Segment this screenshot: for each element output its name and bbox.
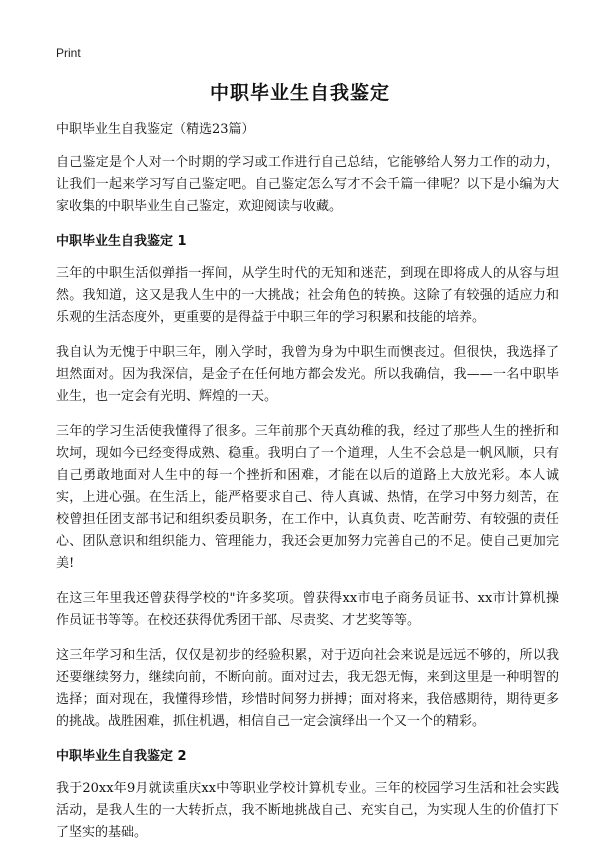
document-body <box>56 119 559 857</box>
intro-paragraph: 自己鉴定是个人对一个时期的学习或工作进行自己总结，它能够给人努力工作的动力，让我们一起来学习写自己鉴定吧。自己鉴定怎么写才不会千篇一律呢？以下是小编为大家收集的中职毕业生自己鉴定，欢迎阅读与收藏。 <box>56 155 559 214</box>
section-heading-1: 中职毕业生自我鉴定 1 <box>56 234 187 249</box>
section-1-paragraph-1: 三年的中职生活似弹指一挥间，从学生时代的无知和迷茫，到现在即将成人的从容与坦然。我知道，这又是我人生中的一大挑战；社会角色的转换。这除了有较强的适应力和乐观的生活态度外，更重要的是得益于中职三年的学习积累和技能的培养。 <box>56 266 559 325</box>
section-1-paragraph-3: 三年的学习生活使我懂得了很多。三年前那个天真幼稚的我，经过了那些人生的挫折和坎坷，现如今已经变得成熟、稳重。我明白了一个道理，人生不会总是一帆风顺，只有自己勇敢地面对人生中的每一个挫折和困难，才能在以后的道路上大放光彩。本人诚实，上进心强。在生活上，能严格要求自己、待人真诚、热情，在学习中努力刻苦，在校曾担任团支部书记和组织委员职务，在工作中，认真负责、吃苦耐劳、有较强的责任心、团队意识和组织能力、管理能力，我还会更加努力完善自己的不足。使自己更加完美! <box>56 424 559 571</box>
section-1-paragraph-5: 这三年学习和生活，仅仅是初步的经验积累，对于迈向社会来说是远远不够的，所以我还要继续努力，继续向前，不断向前。面对过去，我无怨无悔，来到这里是一种明智的选择；面对现在，我懂得珍惜，珍惜时间努力拼搏；面对将来，我倍感期待，期待更多的挑战。战胜困难，抓住机遇，相信自己一定会演绎出一个又一个的精彩。 <box>56 648 559 729</box>
section-1-paragraph-4: 在这三年里我还曾获得学校的"许多奖项。曾获得xx市电子商务员证书、xx市计算机操作员证书等等。在校还获得优秀团干部、尽责奖、才艺奖等等。 <box>56 591 559 628</box>
document-title: 中职毕业生自我鉴定 <box>209 82 390 104</box>
document-subtitle: 中职毕业生自我鉴定（精选23篇） <box>56 122 255 137</box>
print-link[interactable]: Print <box>56 46 81 60</box>
section-2-paragraph-1: 我于20xx年9月就读重庆xx中等职业学校计算机专业。三年的校园学习生活和社会实践活动，是我人生的一大转折点，我不断地挑战自己、充实自己，为实现人生的价值打下了坚实的基础。 <box>56 781 559 840</box>
section-1-paragraph-2: 我自认为无愧于中职三年，刚入学时，我曾为身为中职生而懊丧过。但很快，我选择了坦然面对。因为我深信，是金子在任何地方都会发光。所以我确信，我——一名中职毕业生，也一定会有光明、辉煌的一天。 <box>56 345 559 404</box>
section-heading-2: 中职毕业生自我鉴定 2 <box>56 749 187 764</box>
